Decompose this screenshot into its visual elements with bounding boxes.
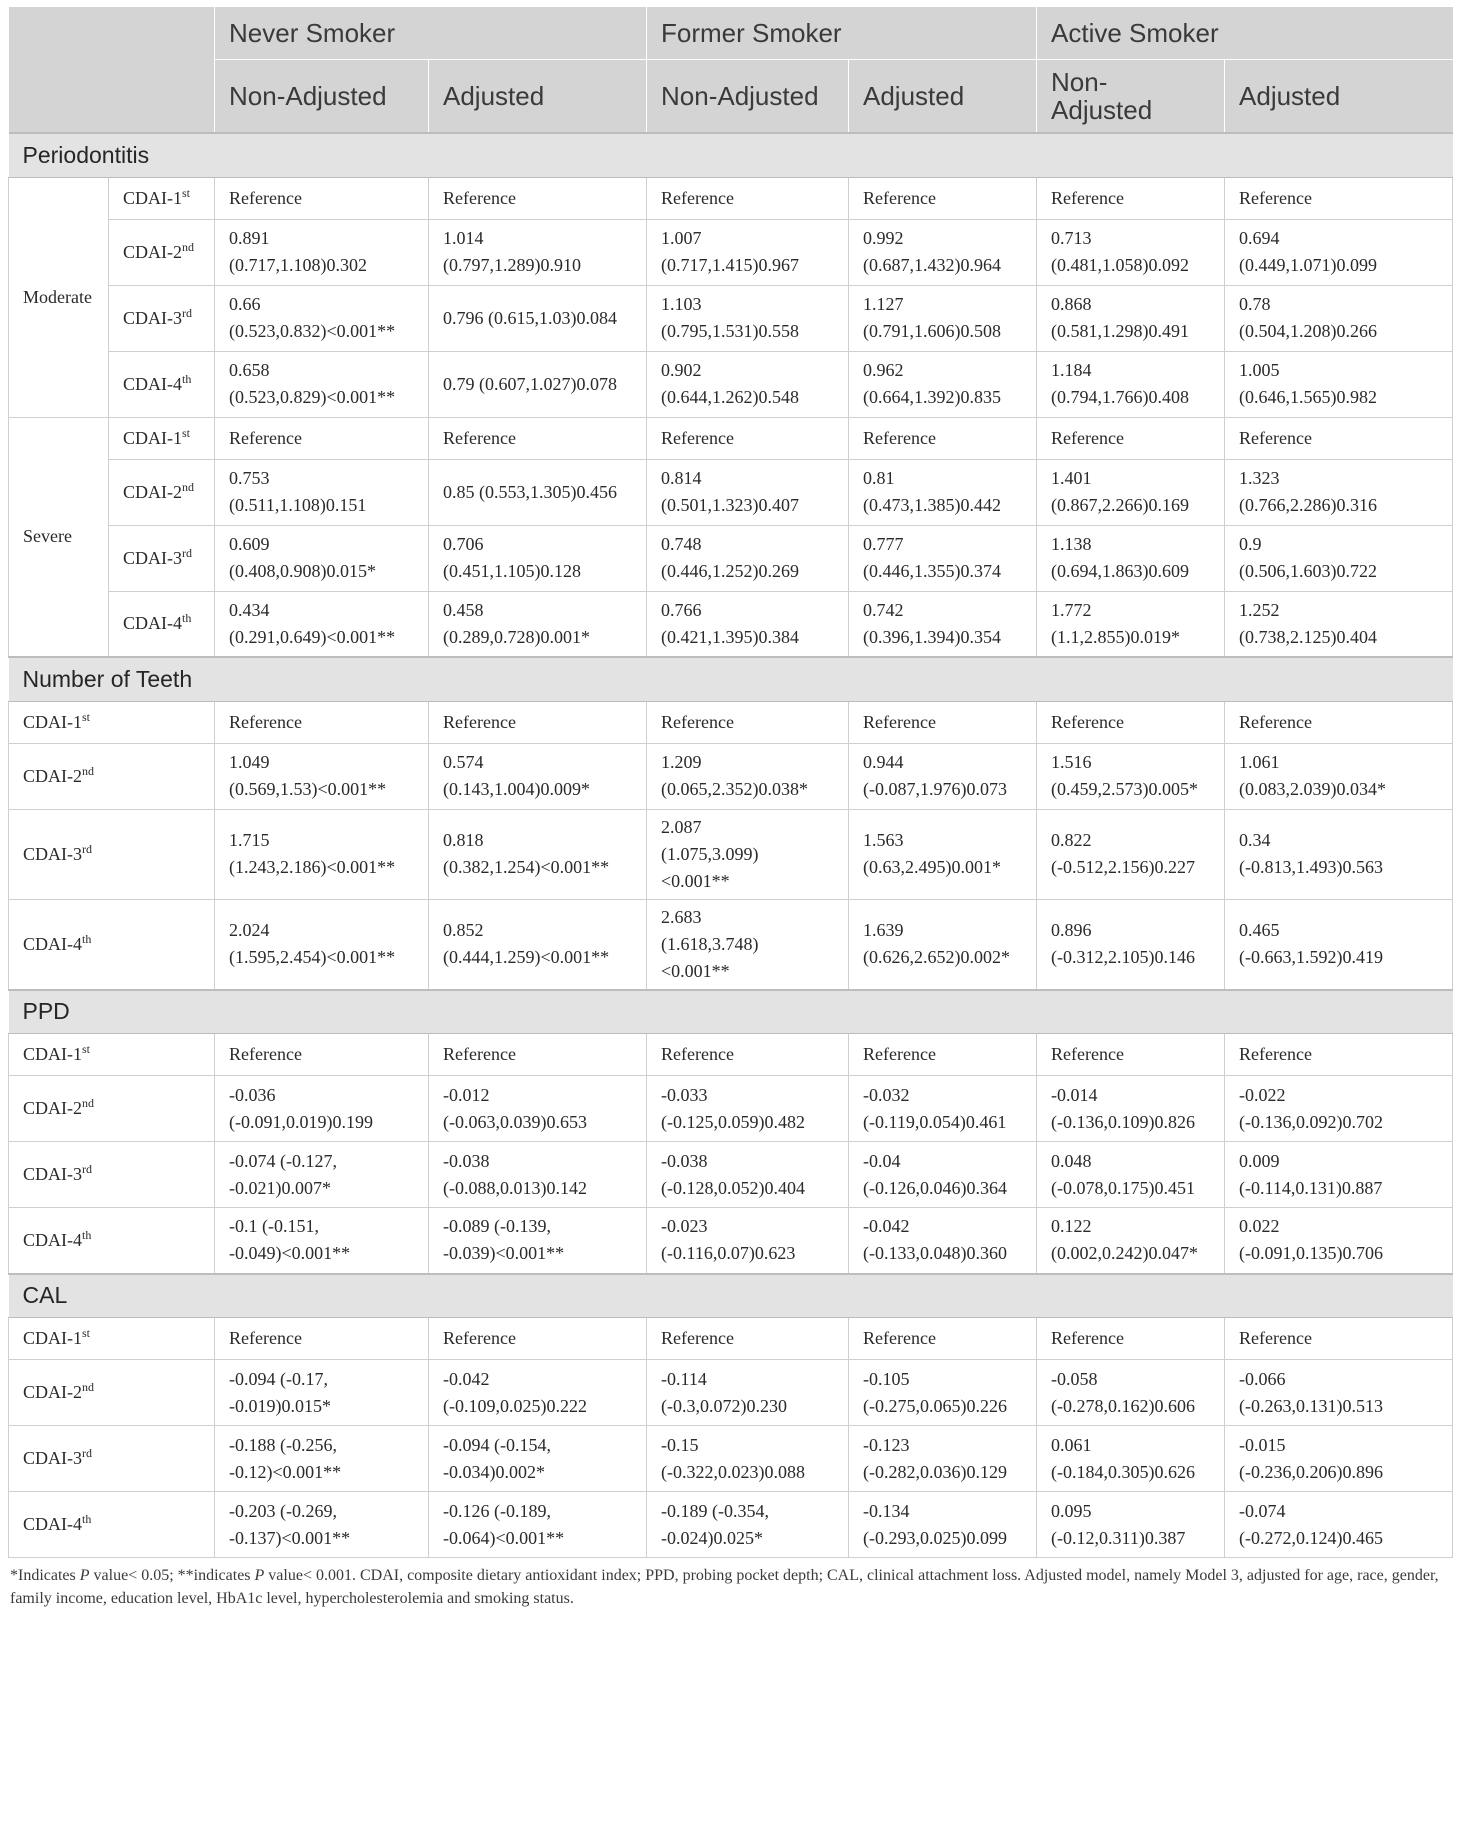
level-ordinal: st [82,1326,91,1340]
level-ordinal: th [82,1227,92,1242]
value-cell: 1.127 (0.791,1.606)0.508 [849,285,1037,351]
value-cell: 0.896 (-0.312,2.105)0.146 [1037,899,1225,990]
value-cell: 1.252 (0.738,2.125)0.404 [1225,591,1453,657]
row-level-label [109,351,215,417]
value-cell: 0.852 (0.444,1.259)<0.001** [429,899,647,990]
value-cell: Reference [429,177,647,219]
level-ordinal: nd [182,239,194,254]
value-cell: 0.868 (0.581,1.298)0.491 [1037,285,1225,351]
value-cell: 1.103 (0.795,1.531)0.558 [647,285,849,351]
value-cell: -0.189 (-0.354, -0.024)0.025* [647,1492,849,1558]
value-cell: 0.458 (0.289,0.728)0.001* [429,591,647,657]
level-ordinal: th [82,1512,92,1526]
value-cell: Reference [647,701,849,743]
table-row [9,525,1453,591]
value-cell: -0.15 (-0.322,0.023)0.088 [647,1426,849,1492]
value-cell: 0.992 (0.687,1.432)0.964 [849,219,1037,285]
table-footnote [8,1564,1452,1610]
value-cell: 1.049 (0.569,1.53)<0.001** [215,743,429,809]
level-ordinal: th [82,931,92,946]
section-header-row [9,990,1453,1034]
row-level-label [109,525,215,591]
table-row [9,701,1453,743]
value-cell: 1.639 (0.626,2.652)0.002* [849,899,1037,990]
value-cell: 0.609 (0.408,0.908)0.015* [215,525,429,591]
section-title: Periodontitis [9,133,1453,177]
value-cell: 1.563 (0.63,2.495)0.001* [849,809,1037,899]
value-cell: -0.188 (-0.256, -0.12)<0.001** [215,1426,429,1492]
value-cell: 1.401 (0.867,2.266)0.169 [1037,459,1225,525]
table-row [9,899,1453,990]
value-cell: 0.061 (-0.184,0.305)0.626 [1037,1426,1225,1492]
level-base: CDAI-4 [23,1514,82,1534]
table-row [9,285,1453,351]
value-cell: 1.014 (0.797,1.289)0.910 [429,219,647,285]
value-cell: 0.81 (0.473,1.385)0.442 [849,459,1037,525]
table-header [9,7,1453,133]
value-cell: -0.038 (-0.088,0.013)0.142 [429,1142,647,1208]
value-cell: 0.796 (0.615,1.03)0.084 [429,285,647,351]
value-cell: 1.061 (0.083,2.039)0.034* [1225,743,1453,809]
value-cell: 0.66 (0.523,0.832)<0.001** [215,285,429,351]
table-row [9,1318,1453,1360]
header-never-adjusted: Adjusted [429,60,647,134]
table-row [9,1360,1453,1426]
value-cell: Reference [1225,1318,1453,1360]
row-level-label [9,1492,215,1558]
level-ordinal: st [82,709,91,724]
row-level-label [9,1034,215,1076]
header-group-active-smoker: Active Smoker [1037,7,1453,60]
header-former-adjusted: Adjusted [849,60,1037,134]
value-cell: -0.022 (-0.136,0.092)0.702 [1225,1076,1453,1142]
value-cell: 0.766 (0.421,1.395)0.384 [647,591,849,657]
value-cell: Reference [1037,1318,1225,1360]
value-cell: Reference [215,1034,429,1076]
section-title: PPD [9,990,1453,1034]
footnote-p-italic-1: P [79,1567,90,1584]
value-cell: 1.184 (0.794,1.766)0.408 [1037,351,1225,417]
level-base: CDAI-2 [23,1098,82,1118]
level-ordinal: nd [82,1380,94,1394]
value-cell: 0.962 (0.664,1.392)0.835 [849,351,1037,417]
value-cell: -0.134 (-0.293,0.025)0.099 [849,1492,1037,1558]
table-body [9,133,1453,1558]
level-base: CDAI-3 [123,547,182,568]
value-cell: 0.748 (0.446,1.252)0.269 [647,525,849,591]
table-row [9,219,1453,285]
value-cell: 1.715 (1.243,2.186)<0.001** [215,809,429,899]
value-cell: Reference [1225,1034,1453,1076]
value-cell: Reference [429,701,647,743]
row-level-label [109,285,215,351]
row-level-label [109,591,215,657]
level-ordinal: nd [82,1096,94,1110]
value-cell: -0.074 (-0.272,0.124)0.465 [1225,1492,1453,1558]
value-cell: Reference [1037,417,1225,459]
table-row [9,1142,1453,1208]
level-base: CDAI-1 [23,1044,82,1064]
footnote-text-1: *Indicates [10,1567,80,1584]
value-cell: 0.022 (-0.091,0.135)0.706 [1225,1208,1453,1274]
value-cell: 0.814 (0.501,1.323)0.407 [647,459,849,525]
row-level-label [9,1360,215,1426]
value-cell: Reference [1225,417,1453,459]
table-row [9,177,1453,219]
value-cell: 0.574 (0.143,1.004)0.009* [429,743,647,809]
value-cell: Reference [849,1318,1037,1360]
value-cell: -0.042 (-0.109,0.025)0.222 [429,1360,647,1426]
level-base: CDAI-2 [123,481,182,502]
value-cell: -0.114 (-0.3,0.072)0.230 [647,1360,849,1426]
value-cell: -0.058 (-0.278,0.162)0.606 [1037,1360,1225,1426]
value-cell: 0.777 (0.446,1.355)0.374 [849,525,1037,591]
row-level-label [109,459,215,525]
value-cell: 0.753 (0.511,1.108)0.151 [215,459,429,525]
row-level-label [109,177,215,219]
value-cell: 1.007 (0.717,1.415)0.967 [647,219,849,285]
table-row [9,1034,1453,1076]
footnote-p-italic-2: P [254,1567,265,1584]
level-base: CDAI-4 [23,933,82,954]
value-cell: -0.012 (-0.063,0.039)0.653 [429,1076,647,1142]
value-cell: -0.036 (-0.091,0.019)0.199 [215,1076,429,1142]
header-corner [9,7,215,133]
section-title: CAL [9,1274,1453,1318]
value-cell: -0.074 (-0.127, -0.021)0.007* [215,1142,429,1208]
row-level-label [109,219,215,285]
header-group-never-smoker: Never Smoker [215,7,647,60]
value-cell: 0.818 (0.382,1.254)<0.001** [429,809,647,899]
value-cell: 0.095 (-0.12,0.311)0.387 [1037,1492,1225,1558]
value-cell: 0.713 (0.481,1.058)0.092 [1037,219,1225,285]
section-title: Number of Teeth [9,657,1453,701]
row-level-label [9,701,215,743]
value-cell: 0.891 (0.717,1.108)0.302 [215,219,429,285]
row-level-label [9,899,215,990]
section-header-row [9,657,1453,701]
group-label: Severe [9,417,109,657]
value-cell: -0.04 (-0.126,0.046)0.364 [849,1142,1037,1208]
value-cell: 0.34 (-0.813,1.493)0.563 [1225,809,1453,899]
value-cell: -0.023 (-0.116,0.07)0.623 [647,1208,849,1274]
table-row [9,351,1453,417]
row-level-label [9,1318,215,1360]
level-base: CDAI-3 [23,843,82,864]
level-ordinal: nd [82,763,94,778]
value-cell: Reference [647,1318,849,1360]
level-ordinal: st [182,185,191,200]
value-cell: -0.126 (-0.189, -0.064)<0.001** [429,1492,647,1558]
footnote-text-3: value< 0.001. CDAI, composite dietary antioxidant index; PPD, probing pocket depth; CAL, clinical attachment loss. Adjusted model, namely Model 3, adjusted for age, race, gender, family income, education level, HbA1c level, hypercholesterolemia and smoking status. [10,1567,1439,1607]
section-header-row [9,133,1453,177]
value-cell: Reference [215,1318,429,1360]
table-row [9,1208,1453,1274]
table-row [9,1426,1453,1492]
value-cell: -0.042 (-0.133,0.048)0.360 [849,1208,1037,1274]
level-ordinal: rd [182,305,192,320]
table-row [9,591,1453,657]
level-base: CDAI-1 [23,711,82,732]
row-level-label [9,1426,215,1492]
level-base: CDAI-4 [123,613,182,634]
value-cell: Reference [647,1034,849,1076]
value-cell: 2.683 (1.618,3.748) <0.001** [647,899,849,990]
level-ordinal: rd [82,1446,92,1460]
header-active-adjusted: Adjusted [1225,60,1453,134]
row-level-label [9,1142,215,1208]
value-cell: 0.822 (-0.512,2.156)0.227 [1037,809,1225,899]
value-cell: 0.742 (0.396,1.394)0.354 [849,591,1037,657]
level-base: CDAI-1 [123,427,182,448]
value-cell: -0.105 (-0.275,0.065)0.226 [849,1360,1037,1426]
header-former-non-adjusted: Non-Adjusted [647,60,849,134]
value-cell: -0.094 (-0.17, -0.019)0.015* [215,1360,429,1426]
level-ordinal: rd [82,1162,92,1176]
value-cell: 0.706 (0.451,1.105)0.128 [429,525,647,591]
value-cell: 0.009 (-0.114,0.131)0.887 [1225,1142,1453,1208]
level-base: CDAI-1 [23,1328,82,1348]
level-ordinal: rd [82,841,92,856]
level-ordinal: th [182,611,192,626]
value-cell: 2.024 (1.595,2.454)<0.001** [215,899,429,990]
level-base: CDAI-4 [23,1229,82,1250]
table-row [9,743,1453,809]
value-cell: Reference [1037,177,1225,219]
table-row [9,1492,1453,1558]
header-never-non-adjusted: Non-Adjusted [215,60,429,134]
value-cell: 1.772 (1.1,2.855)0.019* [1037,591,1225,657]
value-cell: 0.658 (0.523,0.829)<0.001** [215,351,429,417]
row-level-label [109,417,215,459]
level-ordinal: nd [182,479,194,494]
value-cell: Reference [849,701,1037,743]
row-level-label [9,1208,215,1274]
value-cell: Reference [849,417,1037,459]
row-level-label [9,809,215,899]
value-cell: 0.048 (-0.078,0.175)0.451 [1037,1142,1225,1208]
value-cell: 0.79 (0.607,1.027)0.078 [429,351,647,417]
value-cell: 1.005 (0.646,1.565)0.982 [1225,351,1453,417]
level-base: CDAI-3 [123,307,182,328]
level-base: CDAI-2 [123,241,182,262]
value-cell: 0.434 (0.291,0.649)<0.001** [215,591,429,657]
value-cell: Reference [1225,701,1453,743]
results-table-container [8,7,1452,1610]
value-cell: Reference [215,177,429,219]
header-active-non-adjusted: Non- Adjusted [1037,60,1225,134]
value-cell: 0.78 (0.504,1.208)0.266 [1225,285,1453,351]
value-cell: 0.465 (-0.663,1.592)0.419 [1225,899,1453,990]
value-cell: Reference [647,417,849,459]
level-ordinal: rd [182,545,192,560]
level-base: CDAI-3 [23,1448,82,1468]
level-base: CDAI-4 [123,373,182,394]
value-cell: Reference [1037,701,1225,743]
value-cell: 1.323 (0.766,2.286)0.316 [1225,459,1453,525]
value-cell: 1.209 (0.065,2.352)0.038* [647,743,849,809]
level-base: CDAI-3 [23,1164,82,1184]
row-level-label [9,1076,215,1142]
value-cell: 2.087 (1.075,3.099) <0.001** [647,809,849,899]
header-group-former-smoker: Former Smoker [647,7,1037,60]
level-base: CDAI-2 [23,765,82,786]
table-row [9,459,1453,525]
value-cell: Reference [1037,1034,1225,1076]
value-cell: 0.85 (0.553,1.305)0.456 [429,459,647,525]
table-row [9,809,1453,899]
value-cell: Reference [849,1034,1037,1076]
section-header-row [9,1274,1453,1318]
group-label: Moderate [9,177,109,417]
row-level-label [9,743,215,809]
value-cell: -0.015 (-0.236,0.206)0.896 [1225,1426,1453,1492]
value-cell: Reference [215,701,429,743]
value-cell: Reference [849,177,1037,219]
results-table [8,7,1453,1558]
value-cell: -0.014 (-0.136,0.109)0.826 [1037,1076,1225,1142]
value-cell: -0.066 (-0.263,0.131)0.513 [1225,1360,1453,1426]
footnote-text-2: value< 0.05; **indicates [89,1567,255,1584]
value-cell: -0.033 (-0.125,0.059)0.482 [647,1076,849,1142]
value-cell: 0.694 (0.449,1.071)0.099 [1225,219,1453,285]
value-cell: -0.123 (-0.282,0.036)0.129 [849,1426,1037,1492]
value-cell: -0.094 (-0.154, -0.034)0.002* [429,1426,647,1492]
level-ordinal: st [182,425,191,440]
value-cell: -0.038 (-0.128,0.052)0.404 [647,1142,849,1208]
value-cell: -0.1 (-0.151, -0.049)<0.001** [215,1208,429,1274]
value-cell: -0.089 (-0.139, -0.039)<0.001** [429,1208,647,1274]
value-cell: Reference [1225,177,1453,219]
value-cell: 1.516 (0.459,2.573)0.005* [1037,743,1225,809]
value-cell: 0.944 (-0.087,1.976)0.073 [849,743,1037,809]
level-base: CDAI-2 [23,1382,82,1402]
value-cell: Reference [215,417,429,459]
level-base: CDAI-1 [123,187,182,208]
value-cell: 0.122 (0.002,0.242)0.047* [1037,1208,1225,1274]
value-cell: 0.9 (0.506,1.603)0.722 [1225,525,1453,591]
value-cell: Reference [429,417,647,459]
value-cell: -0.203 (-0.269, -0.137)<0.001** [215,1492,429,1558]
value-cell: Reference [429,1034,647,1076]
value-cell: -0.032 (-0.119,0.054)0.461 [849,1076,1037,1142]
value-cell: 0.902 (0.644,1.262)0.548 [647,351,849,417]
table-row [9,1076,1453,1142]
level-ordinal: st [82,1042,91,1056]
value-cell: Reference [647,177,849,219]
level-ordinal: th [182,371,192,386]
table-row [9,417,1453,459]
value-cell: 1.138 (0.694,1.863)0.609 [1037,525,1225,591]
value-cell: Reference [429,1318,647,1360]
